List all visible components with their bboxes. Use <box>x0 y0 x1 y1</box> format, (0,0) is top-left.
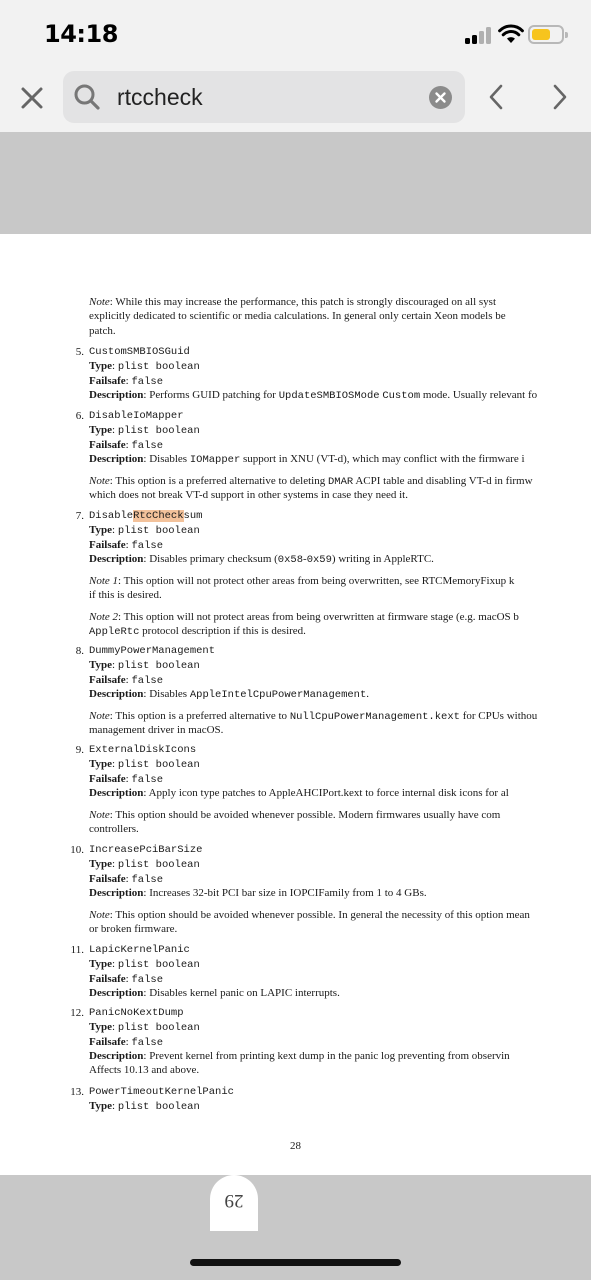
clear-icon <box>429 86 452 109</box>
search-match-highlight: RtcCheck <box>133 510 184 522</box>
next-page-preview[interactable] <box>210 1175 258 1231</box>
page-number: 28 <box>290 1140 301 1152</box>
close-icon[interactable] <box>18 84 46 112</box>
home-indicator[interactable] <box>190 1259 401 1266</box>
chevron-left-icon[interactable] <box>484 82 510 112</box>
document-page[interactable]: Note: While this may increase the performance, this patch is strongly discouraged on all syst explicitly dedicated to scientific or media calculations. In general only certain Xeon models be patch. 5. CustomSMBIOSGuid Type: plist boolean Failsafe: false Description: Performs GUID patching for UpdateSMBIOSMode Custom mode. Usually relevant fo 6. DisableIoMapper Type: plist boolean Failsafe: false Description: Disables IOMapper support in XNU (VT-d), which may conflict with the firmware i Note: This option is a preferred alternative to deleting DMAR ACPI table and disabling VT-d in firmw which does not break VT-d support in other systems in case they need it. 7. DisableRtcChecksum Type: plist boolean Failsafe: false Description: Disables primary checksum (0x58-0x59) writing in AppleRTC. Note 1: This option will not protect other areas from being overwritten, see RTCMemoryFixup k if this is desired. Note 2: This option will not protect areas from being overwritten at firmware stage (e.g. macOS b AppleRtc protocol description if this is desired. 8. DummyPowerManagement Type: plist boolean Failsafe: false Description: Disables AppleIntelCpuPowerManagement. Note: This option is a preferred alternative to NullCpuPowerManagement.kext for CPUs withou management driver in macOS. 9. ExternalDiskIcons Type: plist boolean Failsafe: false Description: Apply icon type patches to AppleAHCIPort.kext to force internal disk icons for al Note: This option should be avoided whenever possible. Modern firmwares usually have com controllers. 10. IncreasePciBarSize Type: plist boolean Failsafe: false Description: Increases 32-bit PCI bar size in IOPCIFamily from 1 to 4 GBs. Note: This option should be avoided whenever possible. In general the necessity of this option mean or broken firmware. 11. LapicKernelPanic Type: plist boolean Failsafe: false Description: Disables kernel panic on LAPIC interrupts. 12. PanicNoKextDump Type: plist boolean Failsafe: false Description: Prevent kernel from printing kext dump in the panic log preventing from observin Affects 10.13 and above. 13. PowerTimeoutKernelPanic Type: plist boolean 28 <box>0 234 591 1175</box>
status-bar <box>0 0 591 64</box>
next-page-number: 29 <box>224 1190 244 1211</box>
search-field[interactable] <box>63 71 465 123</box>
signal-icon <box>465 26 491 44</box>
status-time: 14:18 <box>44 20 118 48</box>
bottom-area <box>0 1175 591 1280</box>
page-gap <box>0 132 591 234</box>
find-in-page-bar <box>0 64 591 132</box>
chevron-right-icon[interactable] <box>546 82 572 112</box>
battery-icon <box>528 25 564 44</box>
search-input[interactable] <box>117 71 417 123</box>
clear-search-button[interactable] <box>429 86 452 109</box>
search-icon <box>73 83 101 111</box>
intro-note: Note: While this may increase the performance, this patch is strongly discouraged on all syst explicitly dedicated to scientific or media calculations. In general only certain Xeon models be patch. <box>89 296 506 337</box>
wifi-icon <box>498 24 524 44</box>
